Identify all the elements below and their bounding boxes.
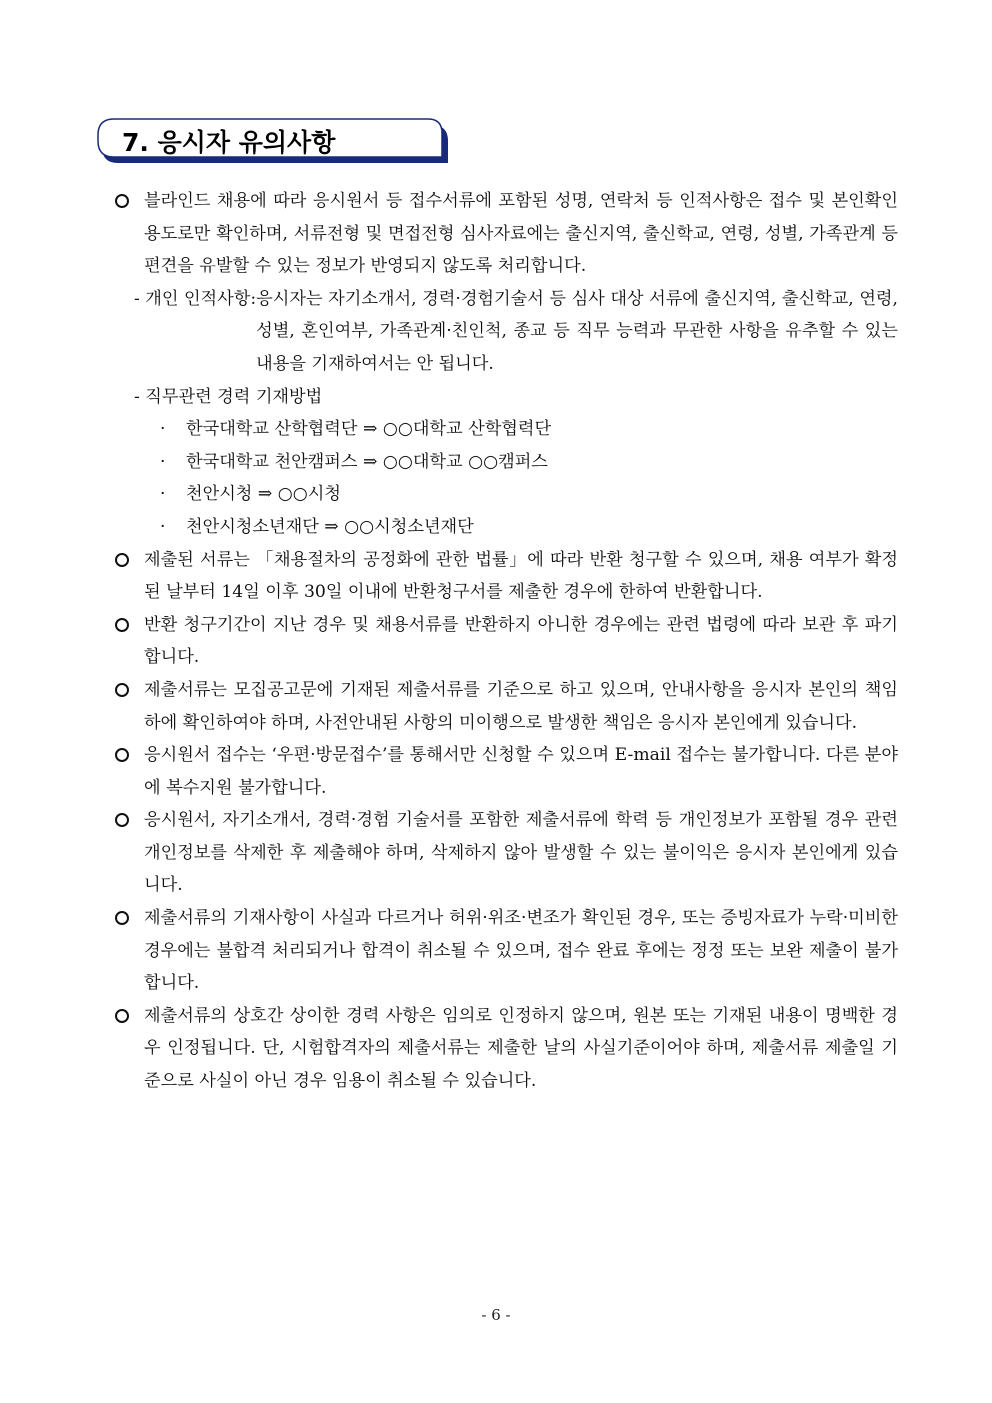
personal-info-body: 응시자는 자기소개서, 경력·경험기술서 등 심사 대상 서류에 출신지역, 출신학교, 연령, 성별, 혼인여부, 가족관계·친인척, 종교 등 직무 능력과 무관한 사항을 유추할 수 있는 내용을 기재하여서는 안 됩니다. <box>256 288 898 374</box>
notice-item-false-info: 제출서류의 기재사항이 사실과 다르거나 허위·위조·변조가 확인된 경우, 또는 증빙자료가 누락·미비한 경우에는 불합격 처리되거나 합격이 취소될 수 있으며, 접수 완료 후에는 정정 또는 보완 제출이 불가합니다. <box>112 902 898 1000</box>
section-heading <box>96 117 450 167</box>
career-example-text: 한국대학교 천안캠퍼스 ⇒ ○○대학교 ○○캠퍼스 <box>186 451 548 472</box>
page-number: - 6 - <box>481 1306 511 1324</box>
career-example <box>112 478 898 511</box>
career-note-label: - 직무관련 경력 기재방법 <box>134 386 323 407</box>
career-example-text: 천안시청소년재단 ⇒ ○○시청소년재단 <box>186 516 474 537</box>
notice-item-blind: 블라인드 채용에 따라 응시원서 등 접수서류에 포함된 성명, 연락처 등 인적사항은 접수 및 본인확인 용도로만 확인하며, 서류전형 및 면접전형 심사자료에는 출신지역, 출신학교, 연령, 성별, 가족관계 등 편견을 유발할 수 있는 정보가 반영되지 않도록 처리합니다. <box>112 185 898 283</box>
notice-item-documents: 제출서류는 모집공고문에 기재된 제출서류를 기준으로 하고 있으며, 안내사항을 응시자 본인의 책임 하에 확인하여야 하며, 사전안내된 사항의 미이행으로 발생한 책임은 응시자 본인에게 있습니다. <box>112 674 898 739</box>
personal-info-note <box>112 283 898 381</box>
personal-info-label: - 개인 인적사항: <box>134 288 257 309</box>
notice-item-submission: 응시원서 접수는 ‘우편·방문접수’를 통해서만 신청할 수 있으며 E-mail 접수는 불가합니다. 다른 분야에 복수지원 불가합니다. <box>112 739 898 804</box>
notice-item-privacy: 응시원서, 자기소개서, 경력·경험 기술서를 포함한 제출서류에 학력 등 개인정보가 포함될 경우 관련 개인정보를 삭제한 후 제출해야 하며, 삭제하지 않아 발생할 수 있는 불이익은 응시자 본인에게 있습니다. <box>112 804 898 902</box>
bullet-dot: · <box>160 451 166 472</box>
section-title: 7. 응시자 유의사항 <box>122 128 336 157</box>
career-example <box>112 446 898 479</box>
notice-item-career-mismatch: 제출서류의 상호간 상이한 경력 사항은 임의로 인정하지 않으며, 원본 또는 기재된 내용이 명백한 경우 인정됩니다. 단, 시험합격자의 제출서류는 제출한 날의 사실기준이어야 하며, 제출서류 제출일 기준으로 사실이 아닌 경우 임용이 취소될 수 있습니다. <box>112 1000 898 1098</box>
bullet-dot: · <box>160 516 166 537</box>
notice-item-return: 제출된 서류는 「채용절차의 공정화에 관한 법률」에 따라 반환 청구할 수 있으며, 채용 여부가 확정된 날부터 14일 이후 30일 이내에 반환청구서를 제출한 경우에 한하여 반환합니다. <box>112 544 898 609</box>
career-example-text: 천안시청 ⇒ ○○시청 <box>186 484 341 505</box>
career-example <box>112 511 898 544</box>
bullet-dot: · <box>160 484 166 505</box>
notice-item-disposal: 반환 청구기간이 지난 경우 및 채용서류를 반환하지 아니한 경우에는 관련 법령에 따라 보관 후 파기합니다. <box>112 609 898 674</box>
bullet-dot: · <box>160 419 166 440</box>
notice-content <box>112 185 898 1098</box>
career-example <box>112 413 898 446</box>
career-example-text: 한국대학교 산학협력단 ⇒ ○○대학교 산학협력단 <box>186 419 552 440</box>
